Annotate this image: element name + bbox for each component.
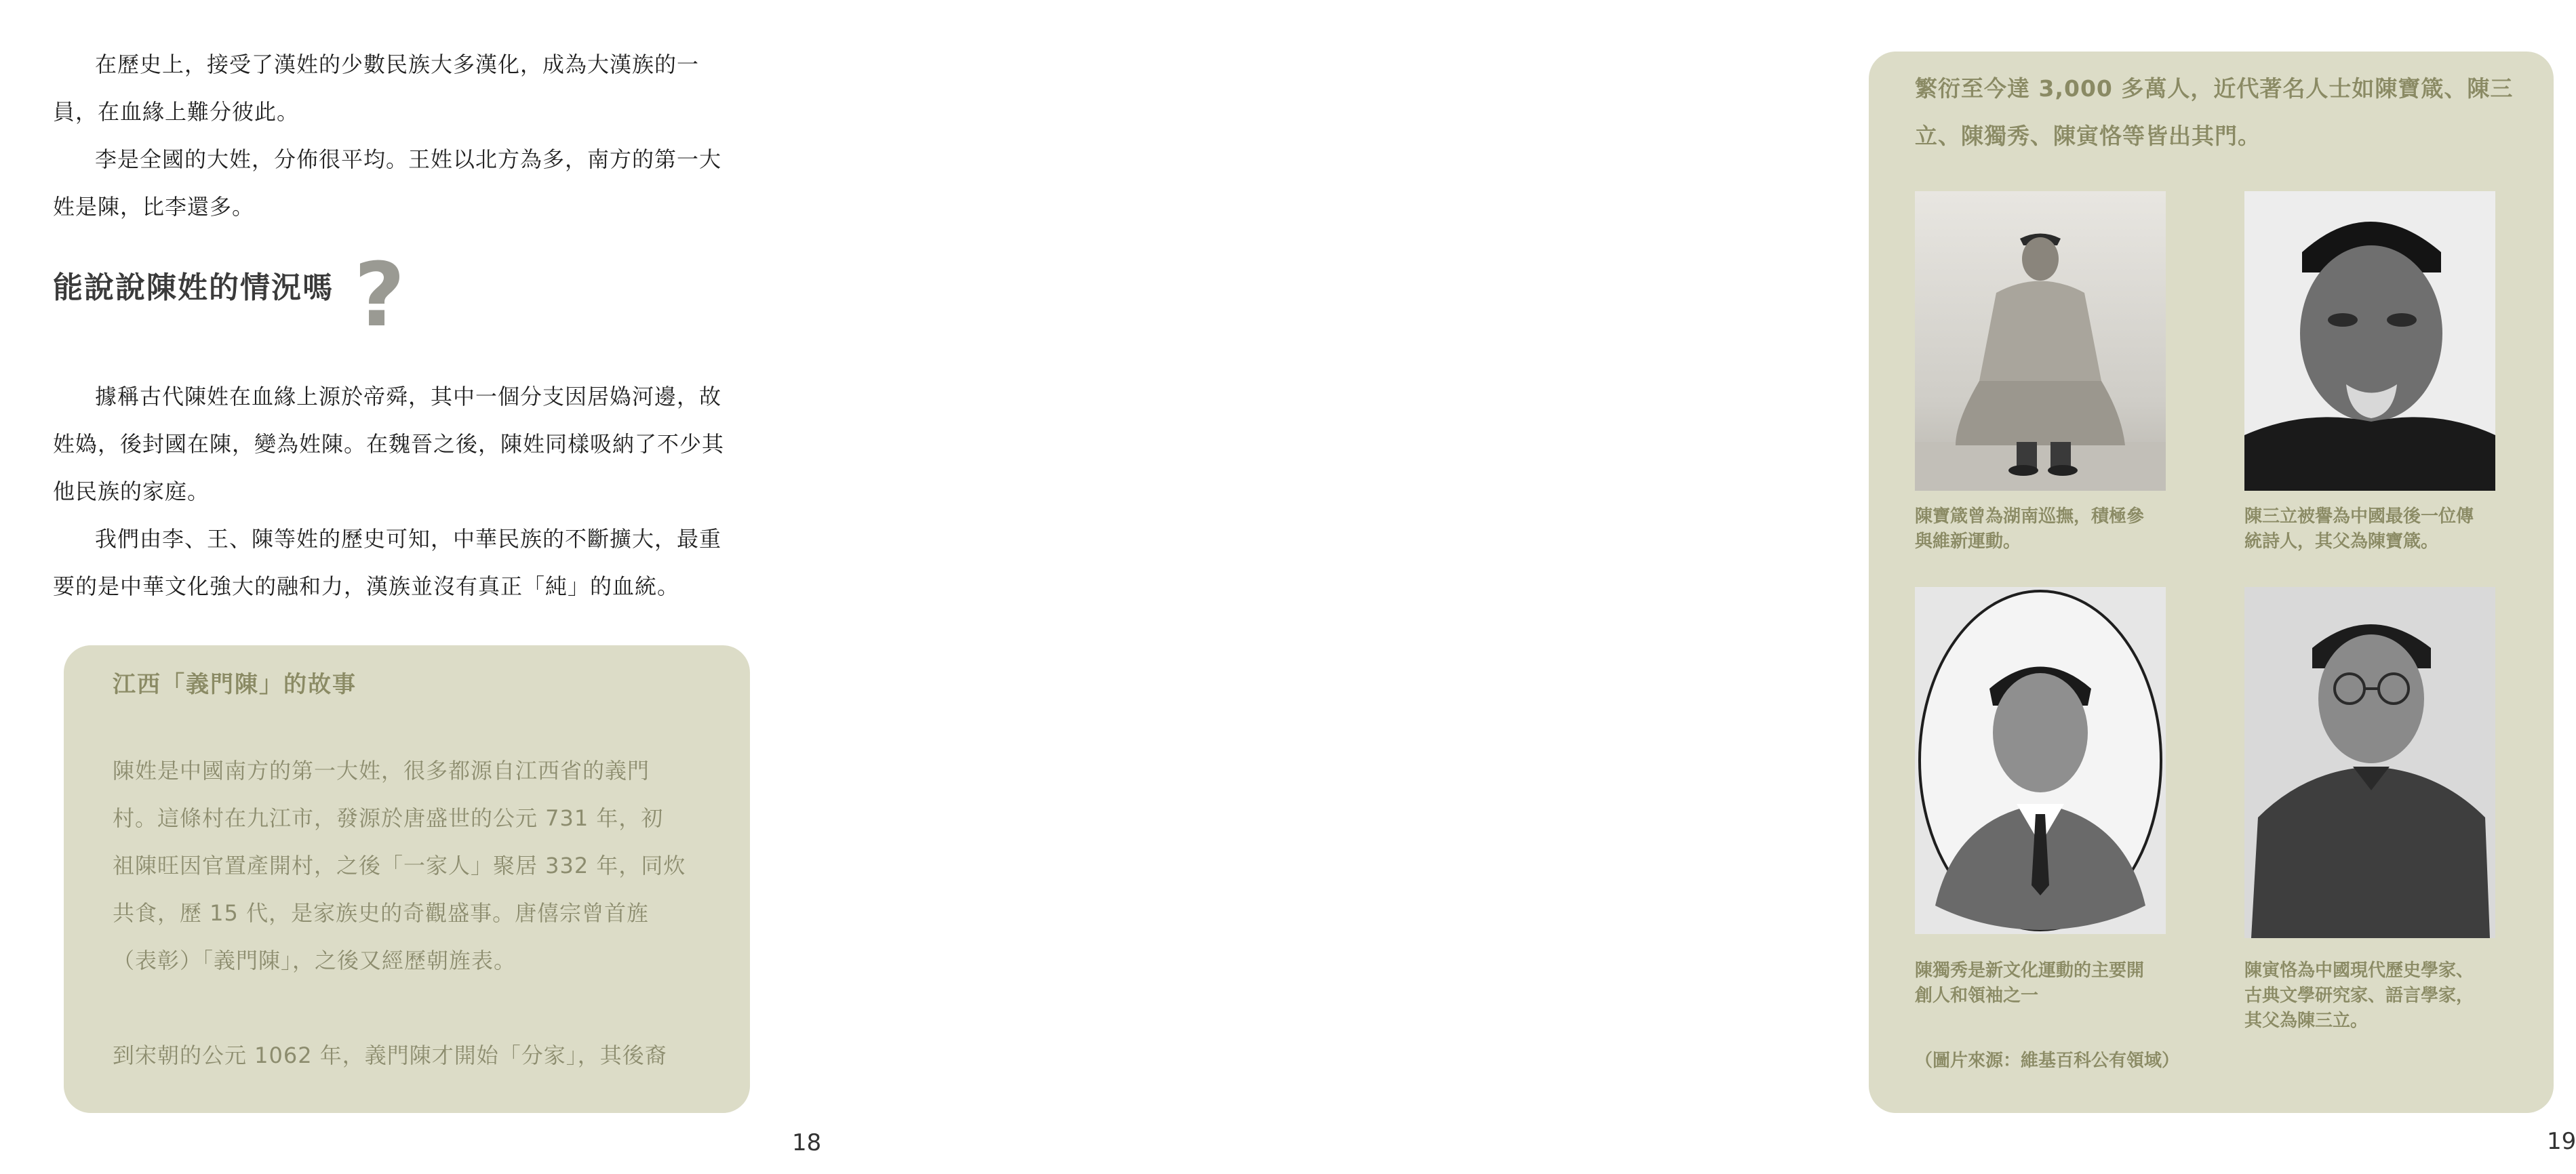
portrait-man-glasses-icon	[2244, 587, 2495, 938]
paragraph-chen-origin: 據稱古代陳姓在血緣上源於帝舜，其中一個分支因居媯河邊，故 姓媯，後封國在陳，變為姓陳。在魏晉之後，陳姓同樣吸納了不少其 他民族的家庭。	[53, 384, 725, 504]
image-source-credit: （圖片來源：維基百科公有領域）	[1915, 1051, 2180, 1071]
portrait-elderly-man-icon	[2244, 191, 2495, 491]
question-mark-icon: ?	[354, 243, 405, 346]
photo-chen-duxiu	[1915, 587, 2166, 934]
page-number-left: 18	[792, 1129, 822, 1156]
story-box	[64, 645, 750, 1113]
paragraph-chinese-culture: 我們由李、王、陳等姓的歷史可知，中華民族的不斷擴大，最重 要的是中華文化強大的融和力，漢族並沒有真正「純」的血統。	[53, 526, 722, 599]
story-box-title: 江西「義門陳」的故事	[113, 671, 357, 698]
portrait-oval-man-icon	[1915, 587, 2166, 934]
story-box-last-line: 到宋朝的公元 1062 年，義門陳才開始「分家」，其後裔	[113, 1043, 667, 1068]
left-page	[0, 0, 868, 1174]
paragraph-surname-distribution: 李是全國的大姓，分佈很平均。王姓以北方為多，南方的第一大 姓是陳，比李還多。	[53, 146, 722, 220]
notable-people-box	[1869, 52, 2554, 1113]
caption-chen-baozhen: 陳寶箴曾為湖南巡撫，積極參 與維新運動。	[1915, 506, 2145, 552]
section-heading: 能說說陳姓的情況嗎	[53, 270, 334, 305]
photo-chen-sanli	[2244, 191, 2495, 491]
story-box-body: 陳姓是中國南方的第一大姓，很多都源自江西省的義門 村。這條村在九江市，發源於唐盛世的公元 731 年，初 祖陳旺因官置產開村，之後「一家人」聚居 332 年，同炊 共食，歷 15 代，是家族史的奇觀盛事。唐僖宗曾首旌 （表彰）「義門陳」，之後又經歷朝旌表。	[113, 758, 686, 973]
paragraph-assimilation: 在歷史上，接受了漢姓的少數民族大多漢化，成為大漢族的一 員，在血緣上難分彼此。	[53, 52, 700, 125]
caption-chen-sanli: 陳三立被譽為中國最後一位傳 統詩人，其父為陳寶箴。	[2244, 506, 2474, 552]
caption-chen-yinke: 陳寅恪為中國現代歷史學家、 古典文學研究家、語言學家， 其父為陳三立。	[2244, 960, 2474, 1031]
photo-chen-baozhen	[1915, 191, 2166, 491]
right-page	[868, 0, 2576, 1174]
caption-chen-duxiu: 陳獨秀是新文化運動的主要開 創人和領袖之一	[1915, 960, 2145, 1006]
portrait-seated-figure-icon	[1915, 191, 2166, 491]
photo-chen-yinke	[2244, 587, 2495, 938]
intro-text: 繁衍至今達 3,000 多萬人，近代著名人士如陳寶箴、陳三 立、陳獨秀、陳寅恪等皆出其門。	[1915, 75, 2514, 149]
page-number-right: 19	[2547, 1128, 2576, 1155]
